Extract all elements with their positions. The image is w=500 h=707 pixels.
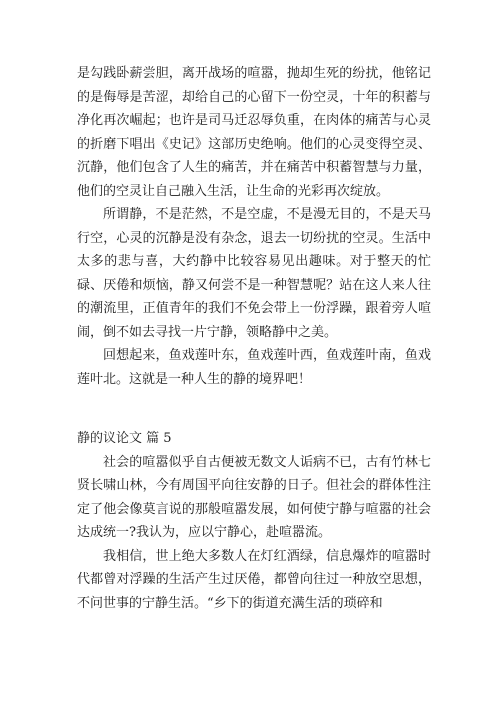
paragraph: 社会的喧嚣似乎自古便被无数文人诟病不已，古有竹林七贤长啸山林，今有周国平向往安静的日子。但社会的群体性注定了他会像莫言说的那般喧嚣发展，如何使宁静与喧嚣的社会达成统一?我认为，应以宁静心，赴喧嚣流。 bbox=[77, 454, 431, 540]
paragraph: 是勾践卧薪尝胆，离开战场的喧嚣，抛却生死的纷扰，他铭记的是侮辱是苦涩，却给自己的心留下一份空灵，十年的积蓄与净化再次崛起；也许是司马迁忍辱负重，在肉体的痛苦与心灵的折磨下唱出《史记》这部历史绝响。他们的心灵变得空灵、沉静，他们包含了人生的痛苦，并在痛苦中积蓄智慧与力量，他们的空灵让自己融入生活，让生命的光彩再次绽放。 bbox=[77, 66, 431, 199]
section-spacer bbox=[77, 391, 431, 427]
paragraph: 我相信，世上绝大多数人在灯红酒绿，信息爆炸的喧嚣时代都曾对浮躁的生活产生过厌倦，都曾向往过一种放空思想，不问世事的宁静生活。“乡下的街道充满生活的琐碎和 bbox=[77, 548, 431, 611]
paragraph: 所谓静，不是茫然，不是空虚，不是漫无目的，不是天马行空，心灵的沉静是没有杂念，退去一切纷扰的空灵。生活中太多的悲与喜，大约静中比较容易见出趣味。对于整天的忙碌、厌倦和烦恼，静又何尝不是一种智慧呢？站在这人来人往的潮流里，正值青年的我们不免会带上一份浮躁，跟着旁人喧闹，倒不如去寻找一片宁静，领略静中之美。 bbox=[77, 207, 431, 340]
document-page bbox=[77, 62, 431, 615]
section-title: 静的议论文 篇 5 bbox=[77, 431, 172, 446]
paragraph: 回想起来，鱼戏莲叶东，鱼戏莲叶西，鱼戏莲叶南，鱼戏莲叶北。这就是一种人生的静的境界吧！ bbox=[77, 348, 431, 387]
